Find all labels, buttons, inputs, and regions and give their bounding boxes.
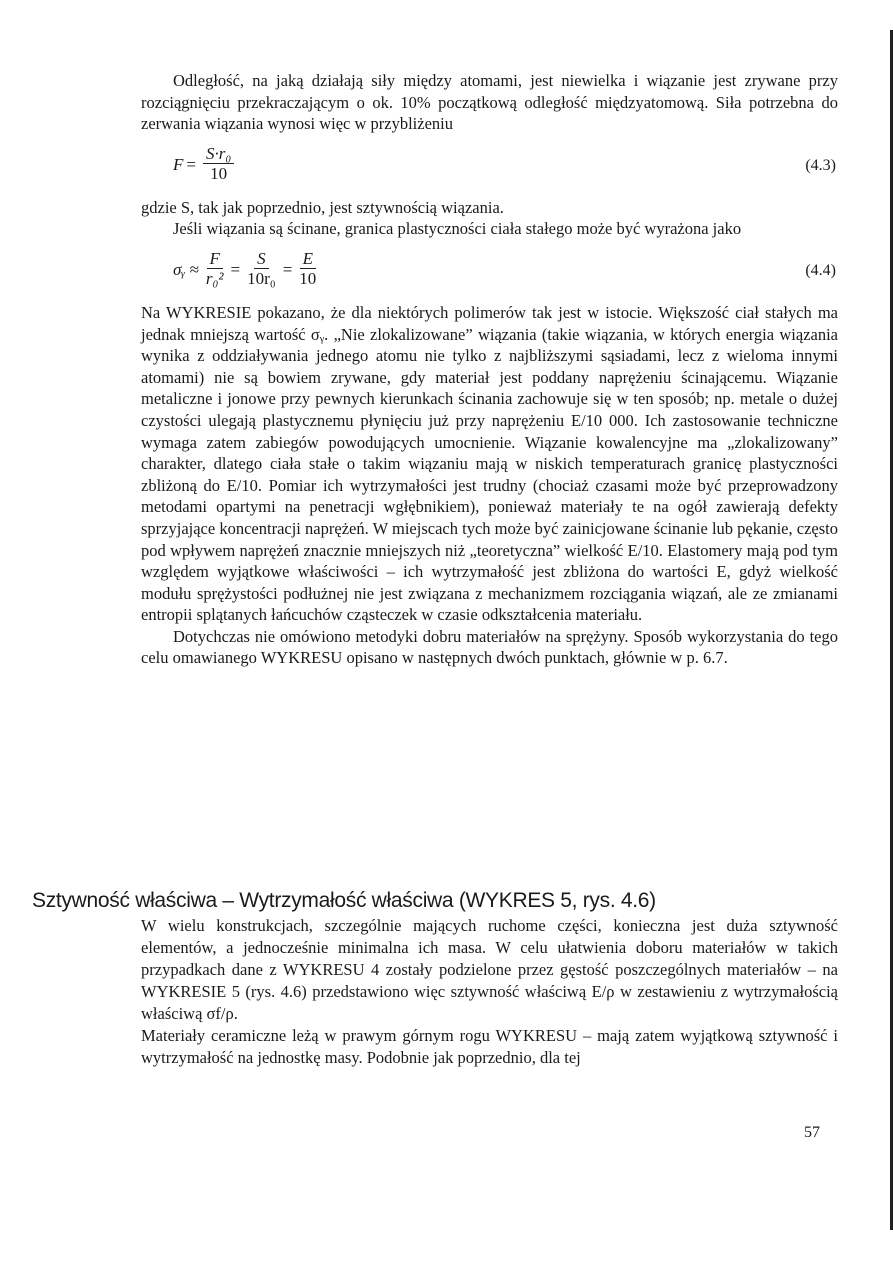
eq2-f1-numerator: F	[207, 250, 223, 269]
eq2-fraction-3	[296, 250, 319, 289]
eq2-fraction-2	[244, 250, 279, 289]
eq2-equals-1: =	[230, 260, 241, 280]
paragraph-3: Jeśli wiązania są ścinane, granica plastyczności ciała stałego może być wyrażona jako	[173, 219, 742, 239]
eq2-lhs: σᵧ ≈	[173, 260, 199, 280]
eq2-f2-numerator: S	[254, 250, 269, 269]
paragraph-5: Dotychczas nie omówiono metodyki dobru materiałów na sprężyny. Sposób wykorzystania do tego celu omawianego WYKRESU opisano w następnych dwóch punktach, głównie w p. 6.7.	[141, 626, 838, 668]
section-heading: Sztywność właściwa – Wytrzymałość właściwa (WYKRES 5, rys. 4.6)	[32, 889, 656, 913]
equation-number-4-3: (4.3)	[805, 156, 836, 174]
eq2-f3-denominator: 10	[299, 269, 317, 289]
equation-4-3	[141, 143, 838, 187]
eq1-equals: =	[186, 154, 196, 174]
eq2-fraction-1	[203, 250, 227, 289]
eq1-fraction	[203, 145, 234, 184]
equation-4-4-expression	[173, 248, 323, 292]
paragraph-6: W wielu konstrukcjach, szczególnie mających ruchome części, konieczna jest duża sztywność elementów, a jednocześnie minimalna ich masa. W celu ułatwienia doboru materiałów w takich przypadkach dane z WYKRESU 4 zostały podzielone przez gęstość poszczególnych materiałów – na WYKRESIE 5 (rys. 4.6) przedstawiono więc sztywność właściwą E/ρ w zestawieniu z wytrzymałością właściwą σf/ρ.	[141, 916, 838, 1023]
page-body-bottom	[141, 915, 838, 1069]
equation-4-4	[141, 248, 838, 292]
eq2-f3-numerator: E	[300, 250, 316, 269]
equation-4-3-expression	[173, 143, 238, 187]
paragraph-7: Materiały ceramiczne leżą w prawym górnym rogu WYKRESU – mają zatem wyjątkową sztywność i wytrzymałość na jednostkę masy. Podobnie jak poprzednio, dla tej	[141, 1026, 838, 1067]
eq2-f1-denominator: r₀²	[205, 269, 224, 289]
eq1-numerator: S·r₀	[203, 145, 234, 164]
eq1-lhs: F	[173, 154, 184, 174]
page-body-top	[141, 70, 838, 669]
paragraph-4: Na WYKRESIE pokazano, że dla niektórych polimerów tak jest w istocie. Większość ciał stałych ma jednak mniejszą wartość σᵧ. „Nie zlokalizowane” wiązania (takie wiązania, w których energia wiązania wynika z oddziaływania jednego atomu nie tylko z najbliższymi sąsiadami, lecz z wieloma innymi atomami) nie są bowiem zrywane, gdy materiał jest poddany naprężeniu ścinającemu. Wiązanie metaliczne i jonowe przy pewnych kierunkach ścinania zachowuje się w ten sposób; np. metale o dużej czystości ulegają plastycznemu płynięciu już przy naprężeniu E/10 000. Ich zastosowanie techniczne wymaga zatem zabiegów powodujących umocnienie. Wiązanie kowalencyjne ma „zlokalizowany” charakter, dlatego ciała stałe o takim wiązaniu mają w niskich temperaturach granicę plastyczności zbliżoną do E/10. Pomiar ich wytrzymałości jest trudny (chociaż czasami może być przeprowadzony metodami opartymi na penetracji wgłębnikiem), ponieważ materiały te na ogół zawierają defekty sprzyjające koncentracji naprężeń. W miejscach tych może być zainicjowane ścinanie lub pękanie, często pod wpływem naprężeń znacznie mniejszych niż „teoretyczna” wielkość E/10. Elastomery mają pod tym względem wyjątkowe właściwości – ich wytrzymałość jest zbliżona do wartości E, gdyż wielkość modułu sprężystości podłużnej nie jest związana z mechanizmem rozciągania wiązań, ale ze zmianami entropii splątanych łańcuchów cząsteczek w czasie odkształcenia materiału.	[141, 302, 838, 625]
paragraph-1: Odległość, na jaką działają siły między atomami, jest niewielka i wiązanie jest zrywane przy rozciągnięciu przekraczającym o ok. 10% początkową odległość międzyatomową. Siła potrzebna do zerwania wiązania wynosi więc w przybliżeniu	[141, 71, 838, 134]
eq2-equals-2: =	[282, 260, 293, 280]
paragraph-2: gdzie S, tak jak poprzednio, jest sztywnością wiązania.	[141, 197, 504, 217]
eq2-f2-denominator: 10r₀	[247, 269, 276, 289]
eq1-denominator: 10	[210, 164, 228, 184]
equation-number-4-4: (4.4)	[805, 261, 836, 279]
page-number: 57	[804, 1124, 820, 1141]
